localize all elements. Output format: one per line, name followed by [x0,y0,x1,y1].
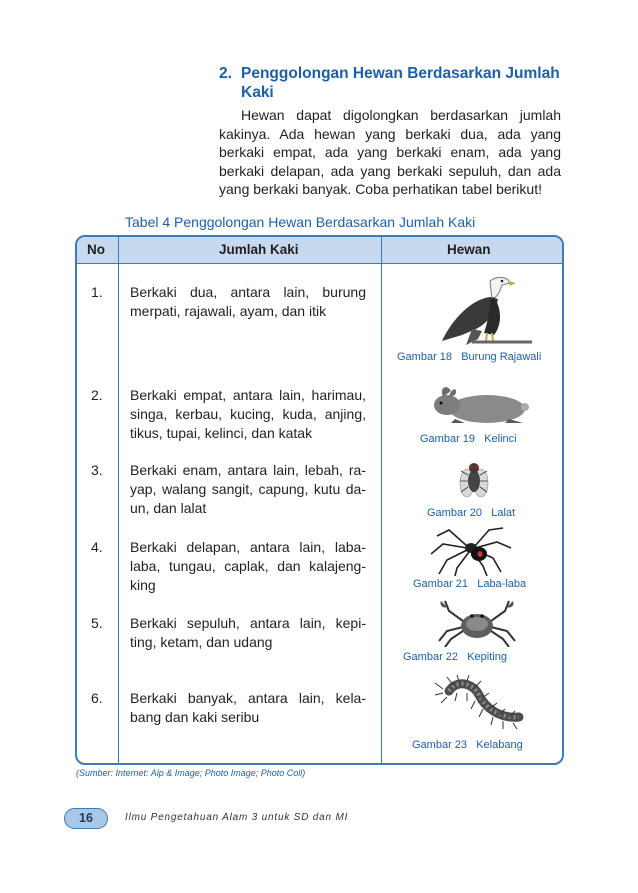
picture-label: Gambar 20 [427,507,483,519]
header-legs: Jumlah Kaki [219,242,299,257]
picture-caption [397,351,541,363]
table-header [77,237,562,264]
page-number: 16 [64,808,108,829]
picture-label: Gambar 22 [403,651,459,663]
picture-caption [427,507,515,519]
picture-label: Gambar 21 [413,578,469,590]
row-text: Berkaki dua, antara lain, burung merpati, rajawali, ayam, dan itik [130,284,366,319]
row-text: Berkaki delapan, antara lain, laba-laba, tungau, caplak, dan kalajeng-king [130,539,366,593]
row-text: Berkaki banyak, antara lain, kela-bang dan kaki seribu [130,690,366,725]
crab-illustration [437,599,517,647]
header-animal: Hewan [447,242,491,257]
source-note: (Sumber: Internet: Alp & Image; Photo Image; Photo Coll) [76,768,306,778]
section-number: 2. [219,65,232,82]
picture-name: Laba-laba [477,578,527,590]
spider-illustration [429,524,513,576]
page-footer [64,808,584,830]
row-number: 3. [91,462,103,478]
header-no: No [87,242,105,257]
picture-caption [420,433,517,445]
picture-caption [413,578,526,590]
row-number: 4. [91,539,103,555]
centipede-illustration [433,675,533,731]
row-text: Berkaki sepuluh, antara lain, kepi-ting, ketam, dan udang [130,615,366,650]
row-text: Berkaki empat, antara lain, harimau, singa, kerbau, kucing, kuda, anjing, tikus, tupai, kelinci, dan katak [130,387,366,441]
fly-illustration [457,459,491,503]
picture-caption [403,651,507,663]
table-caption: Tabel 4 Penggolongan Hewan Berdasarkan Jumlah Kaki [125,214,476,230]
book-title: Ilmu Pengetahuan Alam 3 untuk SD dan MI [125,812,349,823]
section-paragraph: Hewan dapat digolongkan berdasarkan jumlah kakinya. Ada hewan yang berkaki dua, ada yang berkaki empat, ada yang berkaki enam, ada yang berkaki delapan, ada yang berkaki sepuluh, dan ada yang berkaki banyak. Coba perhatikan tabel berikut! [219,107,561,197]
row-number: 1. [91,284,103,300]
section-block [219,64,561,199]
row-number: 6. [91,690,103,706]
picture-caption [412,739,523,751]
row-text: Berkaki enam, antara lain, lebah, ra-yap, walang sangit, capung, kutu da-un, dan lalat [130,462,366,516]
section-title: Penggolongan Hewan Berdasarkan Jumlah Kaki [241,65,560,101]
picture-label: Gambar 23 [412,739,468,751]
picture-label: Gambar 18 [397,351,453,363]
picture-name: Lalat [491,507,516,519]
eagle-illustration [432,269,542,347]
column-divider [118,237,119,763]
picture-name: Kepiting [467,651,507,663]
picture-name: Kelabang [476,739,523,751]
column-divider [381,237,382,763]
classification-table [75,235,564,765]
section-heading [219,64,561,102]
row-number: 5. [91,615,103,631]
rabbit-illustration [425,385,535,425]
picture-name: Burung Rajawali [461,351,542,363]
picture-name: Kelinci [484,433,517,445]
picture-label: Gambar 19 [420,433,476,445]
row-number: 2. [91,387,103,403]
